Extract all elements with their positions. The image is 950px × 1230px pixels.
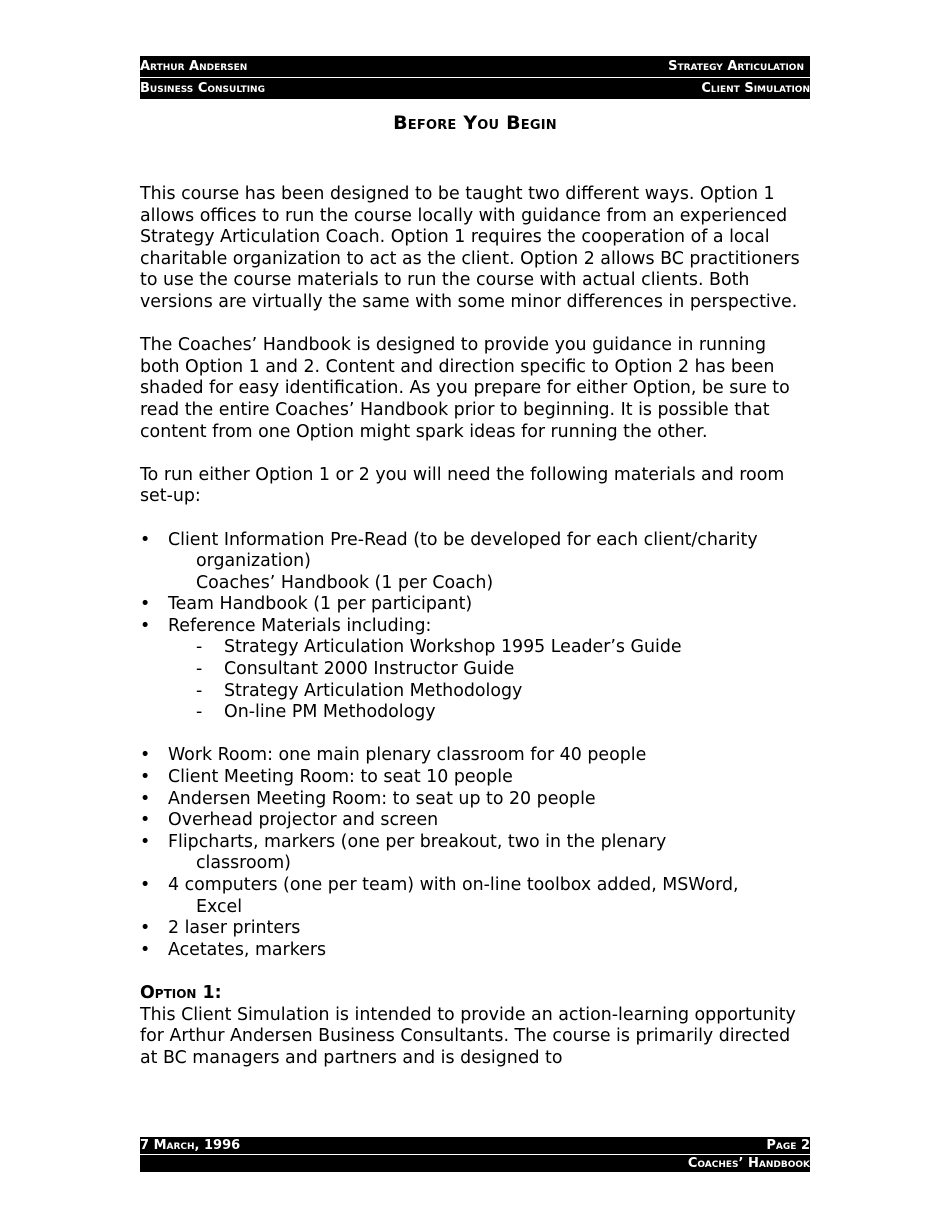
list-item: • 4 computers (one per team) with on-line toolbox added, MSWord, Excel	[140, 875, 739, 917]
list-item: • Andersen Meeting Room: to seat up to 20 people	[140, 788, 596, 809]
header-bar-bottom	[140, 78, 810, 99]
requirements-paragraph: To run either Option 1 or 2 you will need the following materials and room set-up:	[140, 464, 785, 507]
bullet-icon: •	[140, 788, 151, 809]
list-item: • Client Meeting Room: to seat 10 people	[140, 767, 513, 788]
footer-document: Coaches’ Handbook	[687, 1156, 810, 1171]
bullet-icon: •	[140, 745, 151, 766]
dash-icon: -	[196, 680, 203, 701]
list-item: • Acetates, markers	[140, 939, 327, 960]
list-item: • Flipcharts, markers (one per breakout, two in the plenary classroom)	[140, 831, 667, 874]
bullet-icon: •	[140, 810, 151, 831]
bullet-icon: •	[140, 939, 151, 960]
list-item: • 2 laser printers	[140, 918, 301, 939]
header-course: Strategy Articulation	[668, 59, 804, 74]
option1-heading: Option 1:	[140, 982, 222, 1003]
handbook-paragraph: The Coaches’ Handbook is designed to provide you guidance in running both Option 1 and 2. Content and direction specific to Option 2 has been shaded for easy identification. As you prepare for either Option, be sure to read the entire Coaches’ Handbook prior to beginning. It is possible that content from one Option might spark ideas for running the other.	[140, 335, 790, 442]
header-division: Business Consulting	[140, 81, 265, 96]
footer-bar-bottom	[140, 1155, 810, 1172]
dash-icon: -	[196, 637, 203, 658]
bullet-icon: •	[140, 831, 151, 852]
materials-list	[140, 530, 810, 638]
spacer	[140, 724, 810, 746]
list-item: • Overhead projector and screen	[140, 810, 439, 831]
sub-list-item: - On-line PM Methodology	[196, 702, 436, 723]
footer-page-number: Page 2	[766, 1138, 810, 1153]
dash-icon: -	[196, 702, 203, 723]
list-item: • Team Handbook (1 per participant)	[140, 594, 473, 615]
header-bar-top	[140, 56, 810, 77]
document-body	[140, 184, 810, 1069]
bullet-icon: •	[140, 918, 151, 939]
header-company: Arthur Andersen	[140, 59, 248, 74]
sub-list-item: - Strategy Articulation Workshop 1995 Leader’s Guide	[196, 637, 682, 658]
list-item: • Client Information Pre-Read (to be developed for each client/charity organization) Coaches’ Handbook (1 per Coach)	[140, 529, 758, 593]
option1-paragraph: This Client Simulation is intended to provide an action-learning opportunity for Arthur Andersen Business Consultants. The course is primarily directed at BC managers and partners and is designed to	[140, 1004, 796, 1068]
footer-date: 7 March, 1996	[140, 1138, 241, 1153]
footer-bar-top	[140, 1137, 810, 1154]
bullet-icon: •	[140, 594, 151, 615]
dash-icon: -	[196, 659, 203, 680]
bullet-icon: •	[140, 767, 151, 788]
bullet-icon: •	[140, 875, 151, 895]
sub-list-item: - Consultant 2000 Instructor Guide	[196, 659, 515, 680]
intro-paragraph: This course has been designed to be taught two different ways. Option 1 allows offices to run the course locally with guidance from an experienced Strategy Articulation Coach. Option 1 requires the cooperation of a local charitable organization to act as the client. Option 2 allows BC practitioners to use the course materials to run the course with actual clients. Both versions are virtually the same with some minor differences in perspective.	[140, 184, 800, 312]
list-item: • Reference Materials including:	[140, 615, 432, 636]
sub-list-item: - Strategy Articulation Methodology	[196, 680, 523, 701]
header-module: Client Simulation	[701, 81, 810, 96]
room-setup-list	[140, 745, 810, 961]
page-title: Before You Begin	[393, 112, 557, 134]
bullet-icon: •	[140, 615, 151, 636]
list-item: • Work Room: one main plenary classroom for 40 people	[140, 745, 647, 766]
bullet-icon: •	[140, 529, 151, 550]
spacer	[140, 961, 810, 983]
